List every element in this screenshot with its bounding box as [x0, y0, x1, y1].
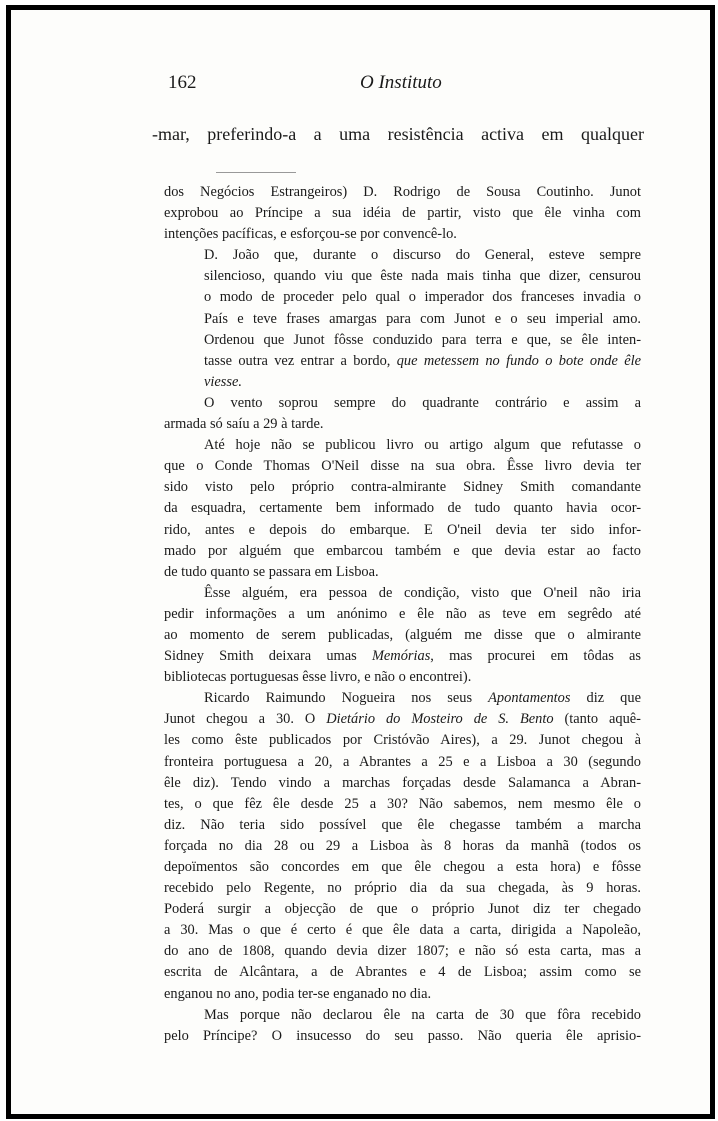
- paragraph: O vento soprou sempre do quadrante contrário e assim a armada só saíu a 29 à tarde.: [164, 394, 641, 433]
- section-divider: [216, 172, 296, 173]
- paragraph: D. João que, durante o discurso do General, esteve sempre silencioso, quando viu que êste nada mais tinha que dizer, censurou o modo de proceder pelo qual o imperador dos franceses invadia o País e teve frases amargas para com Junot e o seu imperial amo. Ordenou que Junot fôsse conduzido para terra e que, se êle inten- tasse outra vez entrar a bordo, que metessem no fundo o bote onde êle viesse.: [204, 247, 641, 390]
- italic-title: Apontamentos: [488, 690, 571, 707]
- page-header: [160, 72, 646, 98]
- paragraph: Êsse alguém, era pessoa de condição, visto que O'neil não iria pedir informações a um anónimo e êle não as teve em segrêdo até ao momento de serem publicadas, (alguém me disse que o almirante Sidney Smith deixara umas Memórias, mas procurei em tôdas as bibliotecas portuguesas êsse livro, e não o encontrei).: [164, 584, 641, 686]
- running-title: O Instituto: [360, 72, 442, 93]
- italic-quote: que metessem no fundo o bote onde êle: [396, 352, 641, 369]
- body-text: [164, 182, 641, 1047]
- paragraph: Até hoje não se publicou livro ou artigo algum que refutasse o que o Conde Thomas O'Neil disse na sua obra. Êsse livro devia ter sido visto pelo próprio contra-almirante Sidney Smith comandante da esquadra, certamente bem informado de tudo quanto havia ocor- rido, antes e depois do embarque. E O'neil devia ter sido infor- mado por alguém que embarcou também e que devia estar ao facto de tudo quanto se passara em Lisboa.: [164, 437, 641, 580]
- paragraph: dos Negócios Estrangeiros) D. Rodrigo de Sousa Coutinho. Junot exprobou ao Príncipe a sua idéia de partir, visto que êle vinha com intenções pacíficas, e esforçou-se por convencê-lo.: [164, 184, 641, 243]
- continuation-line: -mar, preferindo-a a uma resistência activa em qualquer: [152, 124, 644, 144]
- page-number: 162: [168, 72, 197, 93]
- paragraph: Mas porque não declarou êle na carta de 30 que fôra recebido pelo Príncipe? O insucesso do seu passo. Não queria êle aprisio-: [164, 1006, 641, 1044]
- italic-title: Dietário do Mosteiro de S. Bento: [326, 711, 554, 728]
- paragraph: Ricardo Raimundo Nogueira nos seus Apontamentos diz que Junot chegou a 30. O Dietário do Mosteiro de S. Bento (tanto aquê- les como êste publicados por Cristóvão Aires), a 29. Junot chegou à fronteira portuguesa a 20, a Abrantes a 25 e a Lisboa a 30 (segundo êle diz). Tendo vindo a marchas forçadas desde Salamanca a Abran- tes, o que fêz êle desde 25 a 30? Não sabemos, nem mesmo êle o diz. Não teria sido possível que êle chegasse também a marcha forçada no dia 28 ou 29 a Lisboa às 8 horas da manhã (todos os depoïmentos são concordes em que êle chegou a esta hora) e fôsse recebido pelo Regente, no próprio dia da sua chegada, às 9 horas. Poderá surgir a objecção de que o próprio Junot diz ter chegado a 30. Mas o que é certo é que êle data a carta, dirigida a Napoleão, do ano de 1808, quando devia dizer 1807; e não só esta carta, mas a escrita de Alcântara, a de Abrantes e 4 de Lisboa; assim como se enganou no ano, podia ter-se enganado no dia.: [164, 690, 641, 1002]
- italic-title: Memórias: [371, 648, 431, 665]
